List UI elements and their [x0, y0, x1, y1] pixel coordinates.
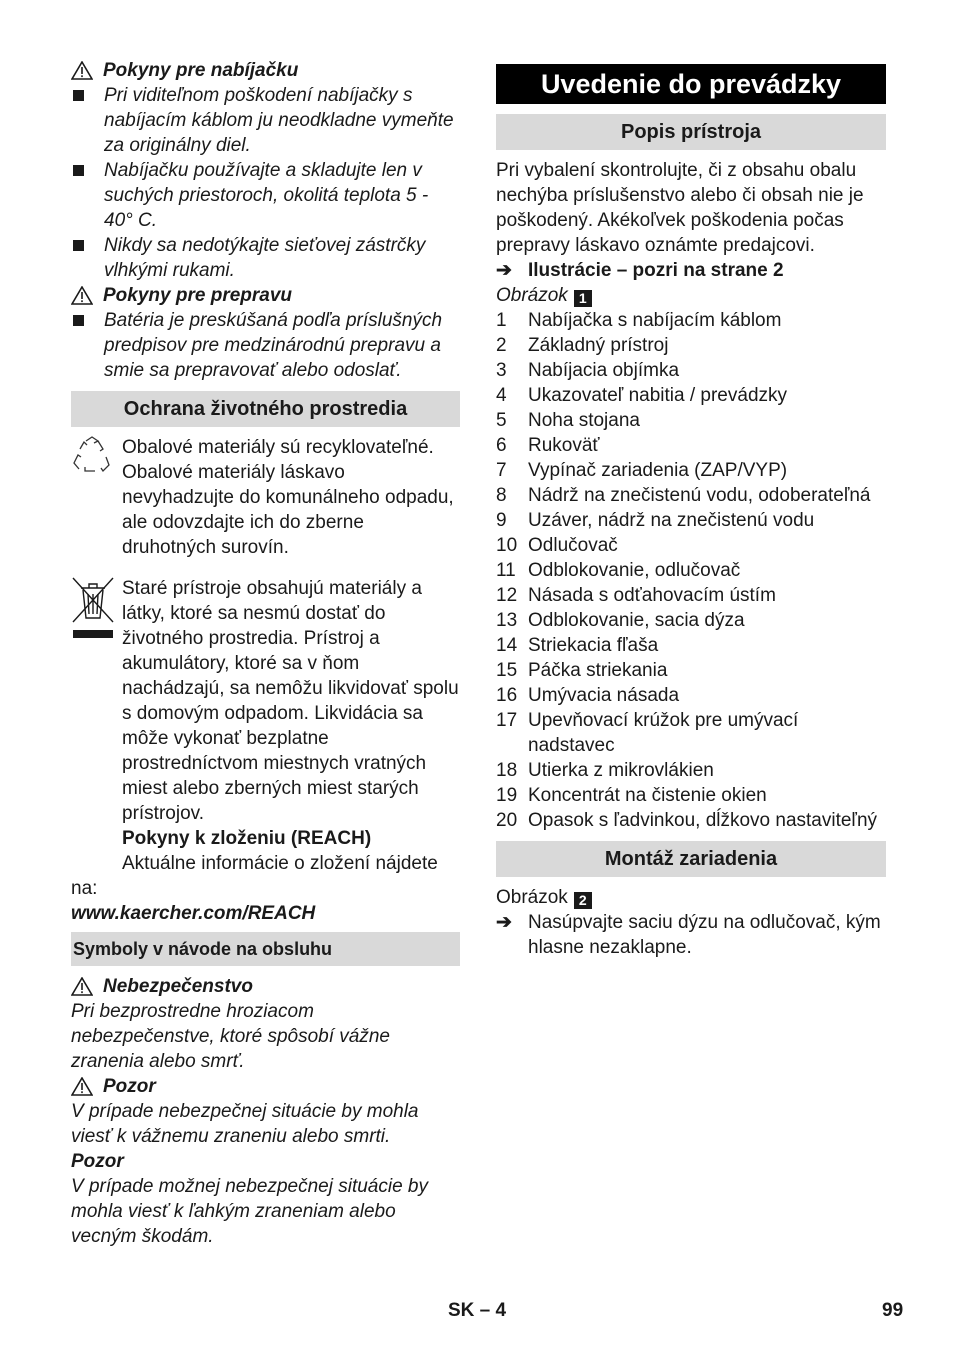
- illustrations-note: ➔ Ilustrácie – pozri na strane 2: [496, 260, 784, 281]
- list-item: [496, 708, 886, 758]
- list-item: Pri viditeľnom poškodení nabíjačky s nabíjacím káblom ju neodkladne vymeňte za originálny diel.: [71, 83, 460, 158]
- list-item: [496, 658, 886, 683]
- caution-text: V prípade nebezpečnej situácie by mohla viesť k vážnemu zraneniu alebo smrti.: [71, 1101, 419, 1147]
- caution-heading: Pozor: [71, 1074, 460, 1099]
- list-item: [496, 308, 886, 333]
- item-label: Koncentrát na čistenie okien: [528, 785, 767, 806]
- list-item: [496, 558, 886, 583]
- warning-icon: [71, 61, 93, 80]
- item-number: 14: [496, 635, 518, 656]
- arrow-right-icon: ➔: [496, 912, 512, 933]
- list-item: Batéria je preskúšaná podľa príslušných predpisov pre medzinárodnú prepravu a smie sa prepravovať alebo odoslať.: [71, 308, 460, 383]
- item-number: 11: [496, 560, 516, 581]
- item-label: Odblokovanie, sacia dýza: [528, 610, 745, 631]
- reach-text-continued: na:: [71, 878, 98, 899]
- figure-reference-2: Obrázok 2: [496, 885, 886, 910]
- figure-number-badge: 2: [574, 892, 592, 909]
- charger-heading: Pokyny pre nabíjačku: [71, 58, 460, 83]
- item-label: Striekacia fľaša: [528, 635, 659, 656]
- item-label: Umývacia násada: [528, 685, 680, 706]
- item-label: Nabíjacia objímka: [528, 360, 680, 381]
- item-label: Nabíjačka s nabíjacím káblom: [528, 310, 782, 331]
- item-label: Nádrž na znečistenú vodu, odoberateľná: [528, 485, 871, 506]
- reach-heading: Pokyny k zloženiu (REACH): [122, 828, 372, 849]
- recycle-icon: [71, 435, 113, 475]
- list-item: [496, 433, 886, 458]
- item-label: Opasok s ľadvinkou, dĺžkovo nastaviteľný: [528, 810, 878, 831]
- parts-list: [496, 308, 886, 833]
- list-item: Nikdy sa nedotýkajte sieťovej zástrčky vlhkými rukami.: [71, 233, 460, 283]
- list-item: [496, 508, 886, 533]
- figure-reference-1: Obrázok 1: [496, 283, 886, 308]
- item-number: 3: [496, 360, 507, 381]
- danger-text: Pri bezprostredne hroziacom nebezpečenstve, ktoré spôsobí vážne zranenia alebo smrť.: [71, 1001, 390, 1072]
- item-number: 8: [496, 485, 507, 506]
- assembly-step: ➔ Nasúpvajte saciu dýzu na odlučovač, kým hlasne nezaklapne.: [496, 912, 881, 958]
- list-item: [496, 458, 886, 483]
- bullet-square-icon: [73, 240, 84, 251]
- list-item: [496, 533, 886, 558]
- list-item: [496, 583, 886, 608]
- item-number: 15: [496, 660, 518, 681]
- item-label: Rukoväť: [528, 435, 600, 456]
- list-item: [496, 408, 886, 433]
- footer-language-page: SK – 4: [448, 1300, 507, 1321]
- list-item: [496, 808, 886, 833]
- item-label: Odlučovač: [528, 535, 618, 556]
- item-label: Utierka z mikrovlákien: [528, 760, 714, 781]
- warning-icon: [71, 286, 93, 305]
- item-number: 16: [496, 685, 518, 706]
- list-item: Nabíjačku používajte a skladujte len v suchých priestoroch, okolitá teplota 5 - 40° C.: [71, 158, 460, 233]
- list-item: [496, 758, 886, 783]
- description-text: Pri vybalení skontrolujte, či z obsahu obalu nechýba príslušenstvo alebo či obsah nie je poškodený. Akékoľvek poškodenia počas prepravy láskavo oznámte predajcovi.: [496, 160, 864, 256]
- section-title-description: Popis prístroja: [496, 114, 886, 150]
- item-number: 19: [496, 785, 518, 806]
- reach-link[interactable]: www.kaercher.com/REACH: [71, 903, 316, 924]
- transport-heading: Pokyny pre prepravu: [71, 283, 460, 308]
- item-number: 10: [496, 535, 518, 556]
- item-number: 17: [496, 710, 518, 731]
- item-number: 13: [496, 610, 518, 631]
- list-item: [496, 358, 886, 383]
- notice-text: V prípade možnej nebezpečnej situácie by mohla viesť k ľahkým zraneniam alebo vecným škodám.: [71, 1176, 429, 1247]
- list-item: [496, 483, 886, 508]
- item-label: Ukazovateľ nabitia / prevádzky: [528, 385, 788, 406]
- item-label: Páčka striekania: [528, 660, 668, 681]
- item-label: Vypínač zariadenia (ZAP/VYP): [528, 460, 788, 481]
- recycle-block: Obalové materiály sú recyklovateľné. Obalové materiály láskavo nevyhadzujte do komunálneho odpadu, ale odovzdajte ich do zberne druhotných surovín.: [71, 435, 460, 560]
- item-number: 6: [496, 435, 507, 456]
- item-label: Uzáver, nádrž na znečistenú vodu: [528, 510, 815, 531]
- bullet-square-icon: [73, 315, 84, 326]
- item-number: 5: [496, 410, 507, 431]
- list-item: [496, 383, 886, 408]
- page-title: Uvedenie do prevádzky: [496, 64, 886, 104]
- arrow-right-icon: ➔: [496, 260, 512, 281]
- bullet-square-icon: [73, 165, 84, 176]
- item-number: 4: [496, 385, 507, 406]
- warning-icon: [71, 977, 93, 996]
- list-item: [496, 683, 886, 708]
- bullet-square-icon: [73, 90, 84, 101]
- list-item: [496, 608, 886, 633]
- left-column: [71, 58, 460, 1249]
- danger-heading: Nebezpečenstvo: [71, 974, 460, 999]
- reach-text: Aktuálne informácie o zložení nájdete: [122, 853, 438, 874]
- list-item: [496, 633, 886, 658]
- item-label: Základný prístroj: [528, 335, 669, 356]
- section-title-assembly: Montáž zariadenia: [496, 841, 886, 877]
- weee-block: Staré prístroje obsahujú materiály a látky, ktoré sa nesmú dostať do životného prostredia. Prístroj a akumulátory, ktoré sa v ňom nachádzajú, sa nemôžu likvidovať spolu s domovým odpadom. Likvidácia sa môže vykonať bezplatne prostredníctvom miestnych vratných miest alebo zberných miest starých prístrojov. Pokyny k zloženiu (REACH) Aktuálne informácie o zložení nájdete: [71, 576, 460, 876]
- list-item: [496, 333, 886, 358]
- item-number: 20: [496, 810, 518, 831]
- crossed-bin-icon: [71, 576, 115, 642]
- warning-icon: [71, 1077, 93, 1096]
- item-label: Násada s odťahovacím ústím: [528, 585, 776, 606]
- item-number: 18: [496, 760, 518, 781]
- item-number: 2: [496, 335, 507, 356]
- item-number: 7: [496, 460, 507, 481]
- right-column: [496, 58, 886, 960]
- footer-page-number: 99: [882, 1300, 904, 1321]
- section-title-symbols: Symboly v návode na obsluhu: [71, 932, 460, 966]
- item-number: 1: [496, 310, 507, 331]
- item-number: 9: [496, 510, 507, 531]
- list-item: [496, 783, 886, 808]
- item-label: Odblokovanie, odlučovač: [528, 560, 741, 581]
- item-label: Noha stojana: [528, 410, 640, 431]
- item-label: Upevňovací krúžok pre umývací nadstavec: [528, 710, 799, 756]
- figure-number-badge: 1: [574, 290, 592, 307]
- notice-heading: Pozor: [71, 1151, 124, 1172]
- item-number: 12: [496, 585, 518, 606]
- section-title-environment: Ochrana životného prostredia: [71, 391, 460, 427]
